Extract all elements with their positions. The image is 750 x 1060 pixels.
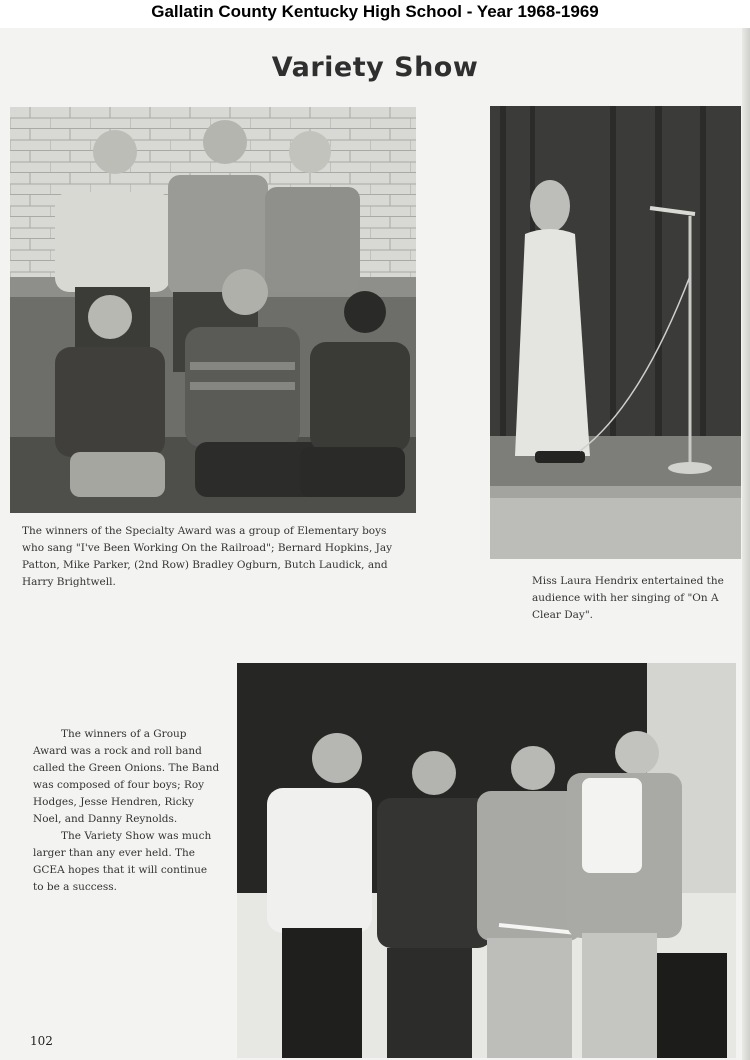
photo-laura-hendrix bbox=[490, 106, 741, 559]
caption-group-award bbox=[33, 726, 221, 896]
photo-elementary-boys bbox=[10, 107, 416, 513]
document-header: Gallatin County Kentucky High School - Year 1968-1969 bbox=[0, 0, 750, 28]
caption-specialty-award-text: The winners of the Specialty Award was a group of Elementary boys who sang "I've Been Working On the Railroad"; Bernard Hopkins, Jay Patton, Mike Parker, (2nd Row) Bradley Ogburn, Butch Laudick, and Harry Brightwell. bbox=[22, 525, 393, 588]
caption-group-award-para-1: The winners of a Group Award was a rock and roll band called the Green Onions. The Band was composed of four boys; Roy Hodges, Jesse Hendren, Ricky Noel, and Danny Reynolds. bbox=[33, 728, 220, 825]
page-edge bbox=[742, 28, 750, 1060]
page-number: 102 bbox=[30, 1034, 53, 1048]
caption-group-award-para-2: The Variety Show was much larger than any ever held. The GCEA hopes that it will continue to be a success. bbox=[33, 830, 212, 893]
caption-laura-hendrix bbox=[532, 573, 737, 624]
page-title: Variety Show bbox=[271, 52, 479, 83]
photo-green-onions-band bbox=[237, 663, 736, 1058]
caption-laura-hendrix-text: Miss Laura Hendrix entertained the audience with her singing of "On A Clear Day". bbox=[532, 575, 724, 621]
caption-specialty-award bbox=[22, 523, 408, 591]
